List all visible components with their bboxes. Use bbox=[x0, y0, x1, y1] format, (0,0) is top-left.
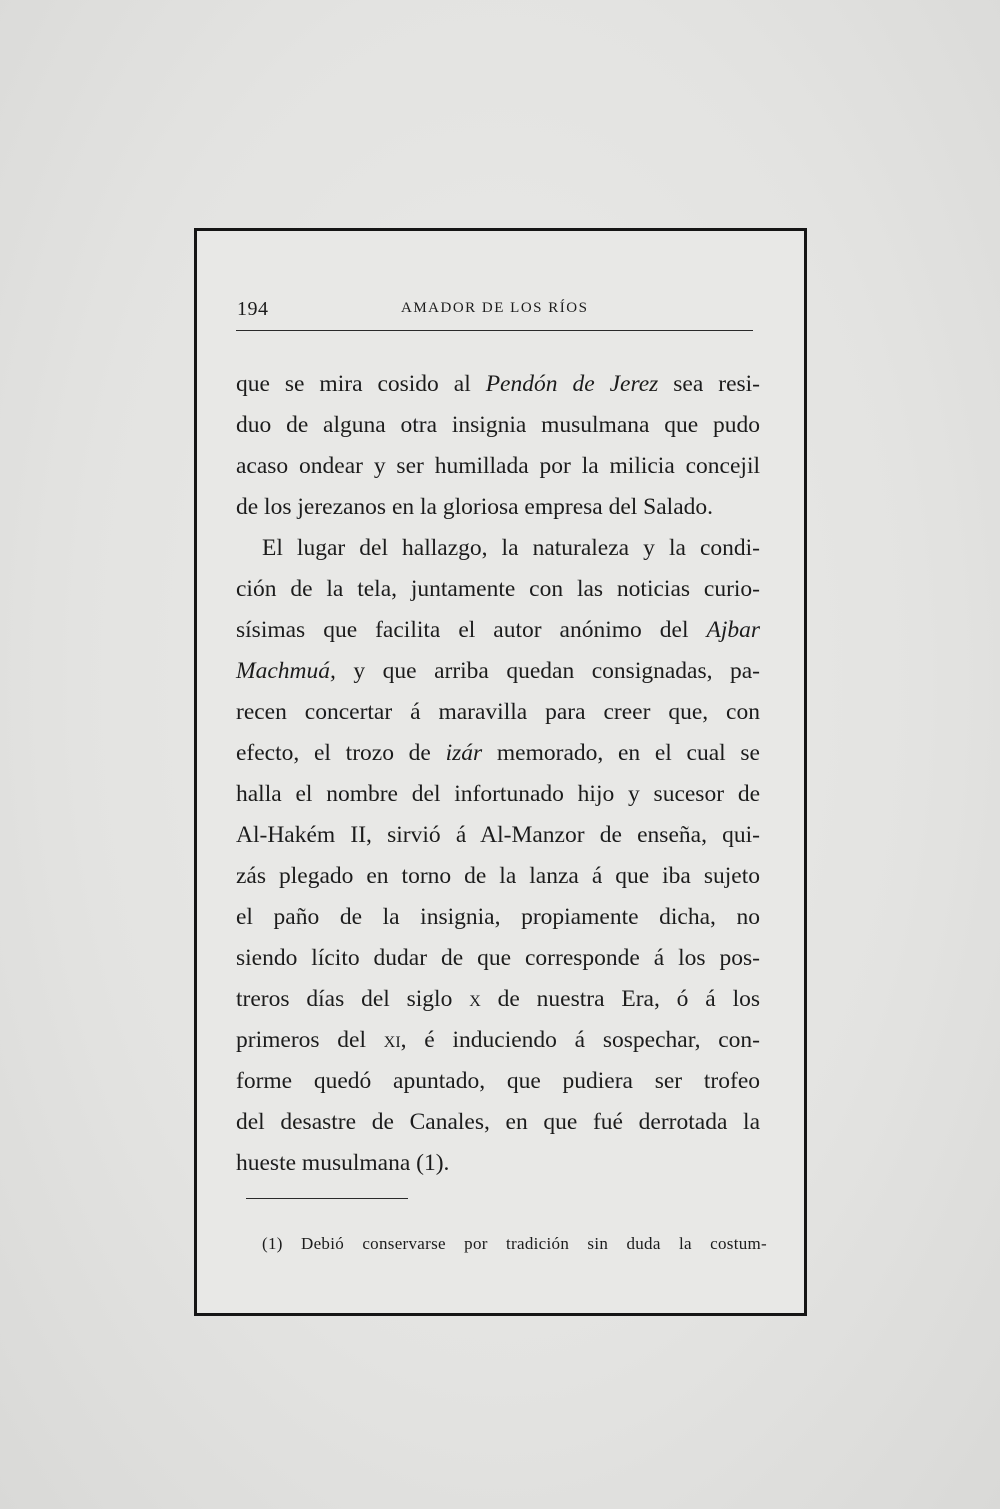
italic-span: Machmuá, bbox=[236, 658, 336, 684]
body-line: el paño de la insignia, propiamente dicha, no bbox=[236, 904, 760, 930]
body-line: efecto, el trozo de izár memorado, en el cual se bbox=[236, 740, 760, 766]
body-line: del desastre de Canales, en que fué derrotada la bbox=[236, 1109, 760, 1135]
body-line: ción de la tela, juntamente con las noticias curio- bbox=[236, 576, 760, 602]
footnote-rule bbox=[246, 1198, 408, 1199]
body-line: duo de alguna otra insignia musulmana que pudo bbox=[236, 412, 760, 438]
page-number: 194 bbox=[237, 298, 269, 320]
body-line: treros días del siglo x de nuestra Era, ó á los bbox=[236, 986, 760, 1012]
footnote: (1) Debió conservarse por tradición sin duda la costum- bbox=[262, 1234, 767, 1253]
body-line: hueste musulmana (1). bbox=[236, 1150, 450, 1176]
italic-span: Ajbar bbox=[706, 617, 760, 643]
page-header bbox=[233, 296, 753, 326]
body-line: forme quedó apuntado, que pudiera ser trofeo bbox=[236, 1068, 760, 1094]
body-line: Machmuá, y que arriba quedan consignadas, pa- bbox=[236, 658, 760, 684]
header-rule bbox=[236, 330, 753, 331]
italic-span: izár bbox=[445, 740, 483, 766]
small-caps-span: x bbox=[469, 986, 481, 1012]
small-caps-span: xi bbox=[383, 1027, 401, 1053]
body-line: siendo lícito dudar de que corresponde á los pos- bbox=[236, 945, 760, 971]
body-line: El lugar del hallazgo, la naturaleza y la condi- bbox=[262, 535, 760, 561]
body-line: sísimas que facilita el autor anónimo del Ajbar bbox=[236, 617, 760, 643]
running-head: AMADOR DE LOS RÍOS bbox=[401, 300, 589, 316]
body-line: acaso ondear y ser humillada por la milicia concejil bbox=[236, 453, 760, 479]
body-line: que se mira cosido al Pendón de Jerez sea resi- bbox=[236, 371, 760, 397]
body-line: recen concertar á maravilla para creer que, con bbox=[236, 699, 760, 725]
body-line: Al-Hakém II, sirvió á Al-Manzor de enseña, qui- bbox=[236, 822, 760, 848]
body-text bbox=[236, 364, 760, 1184]
body-line: halla el nombre del infortunado hijo y sucesor de bbox=[236, 781, 760, 807]
body-line: de los jerezanos en la gloriosa empresa del Salado. bbox=[236, 494, 714, 520]
body-line: zás plegado en torno de la lanza á que iba sujeto bbox=[236, 863, 760, 889]
body-line: primeros del xi, é induciendo á sospechar, con- bbox=[236, 1027, 760, 1053]
italic-span: Pendón de Jerez bbox=[485, 371, 659, 397]
